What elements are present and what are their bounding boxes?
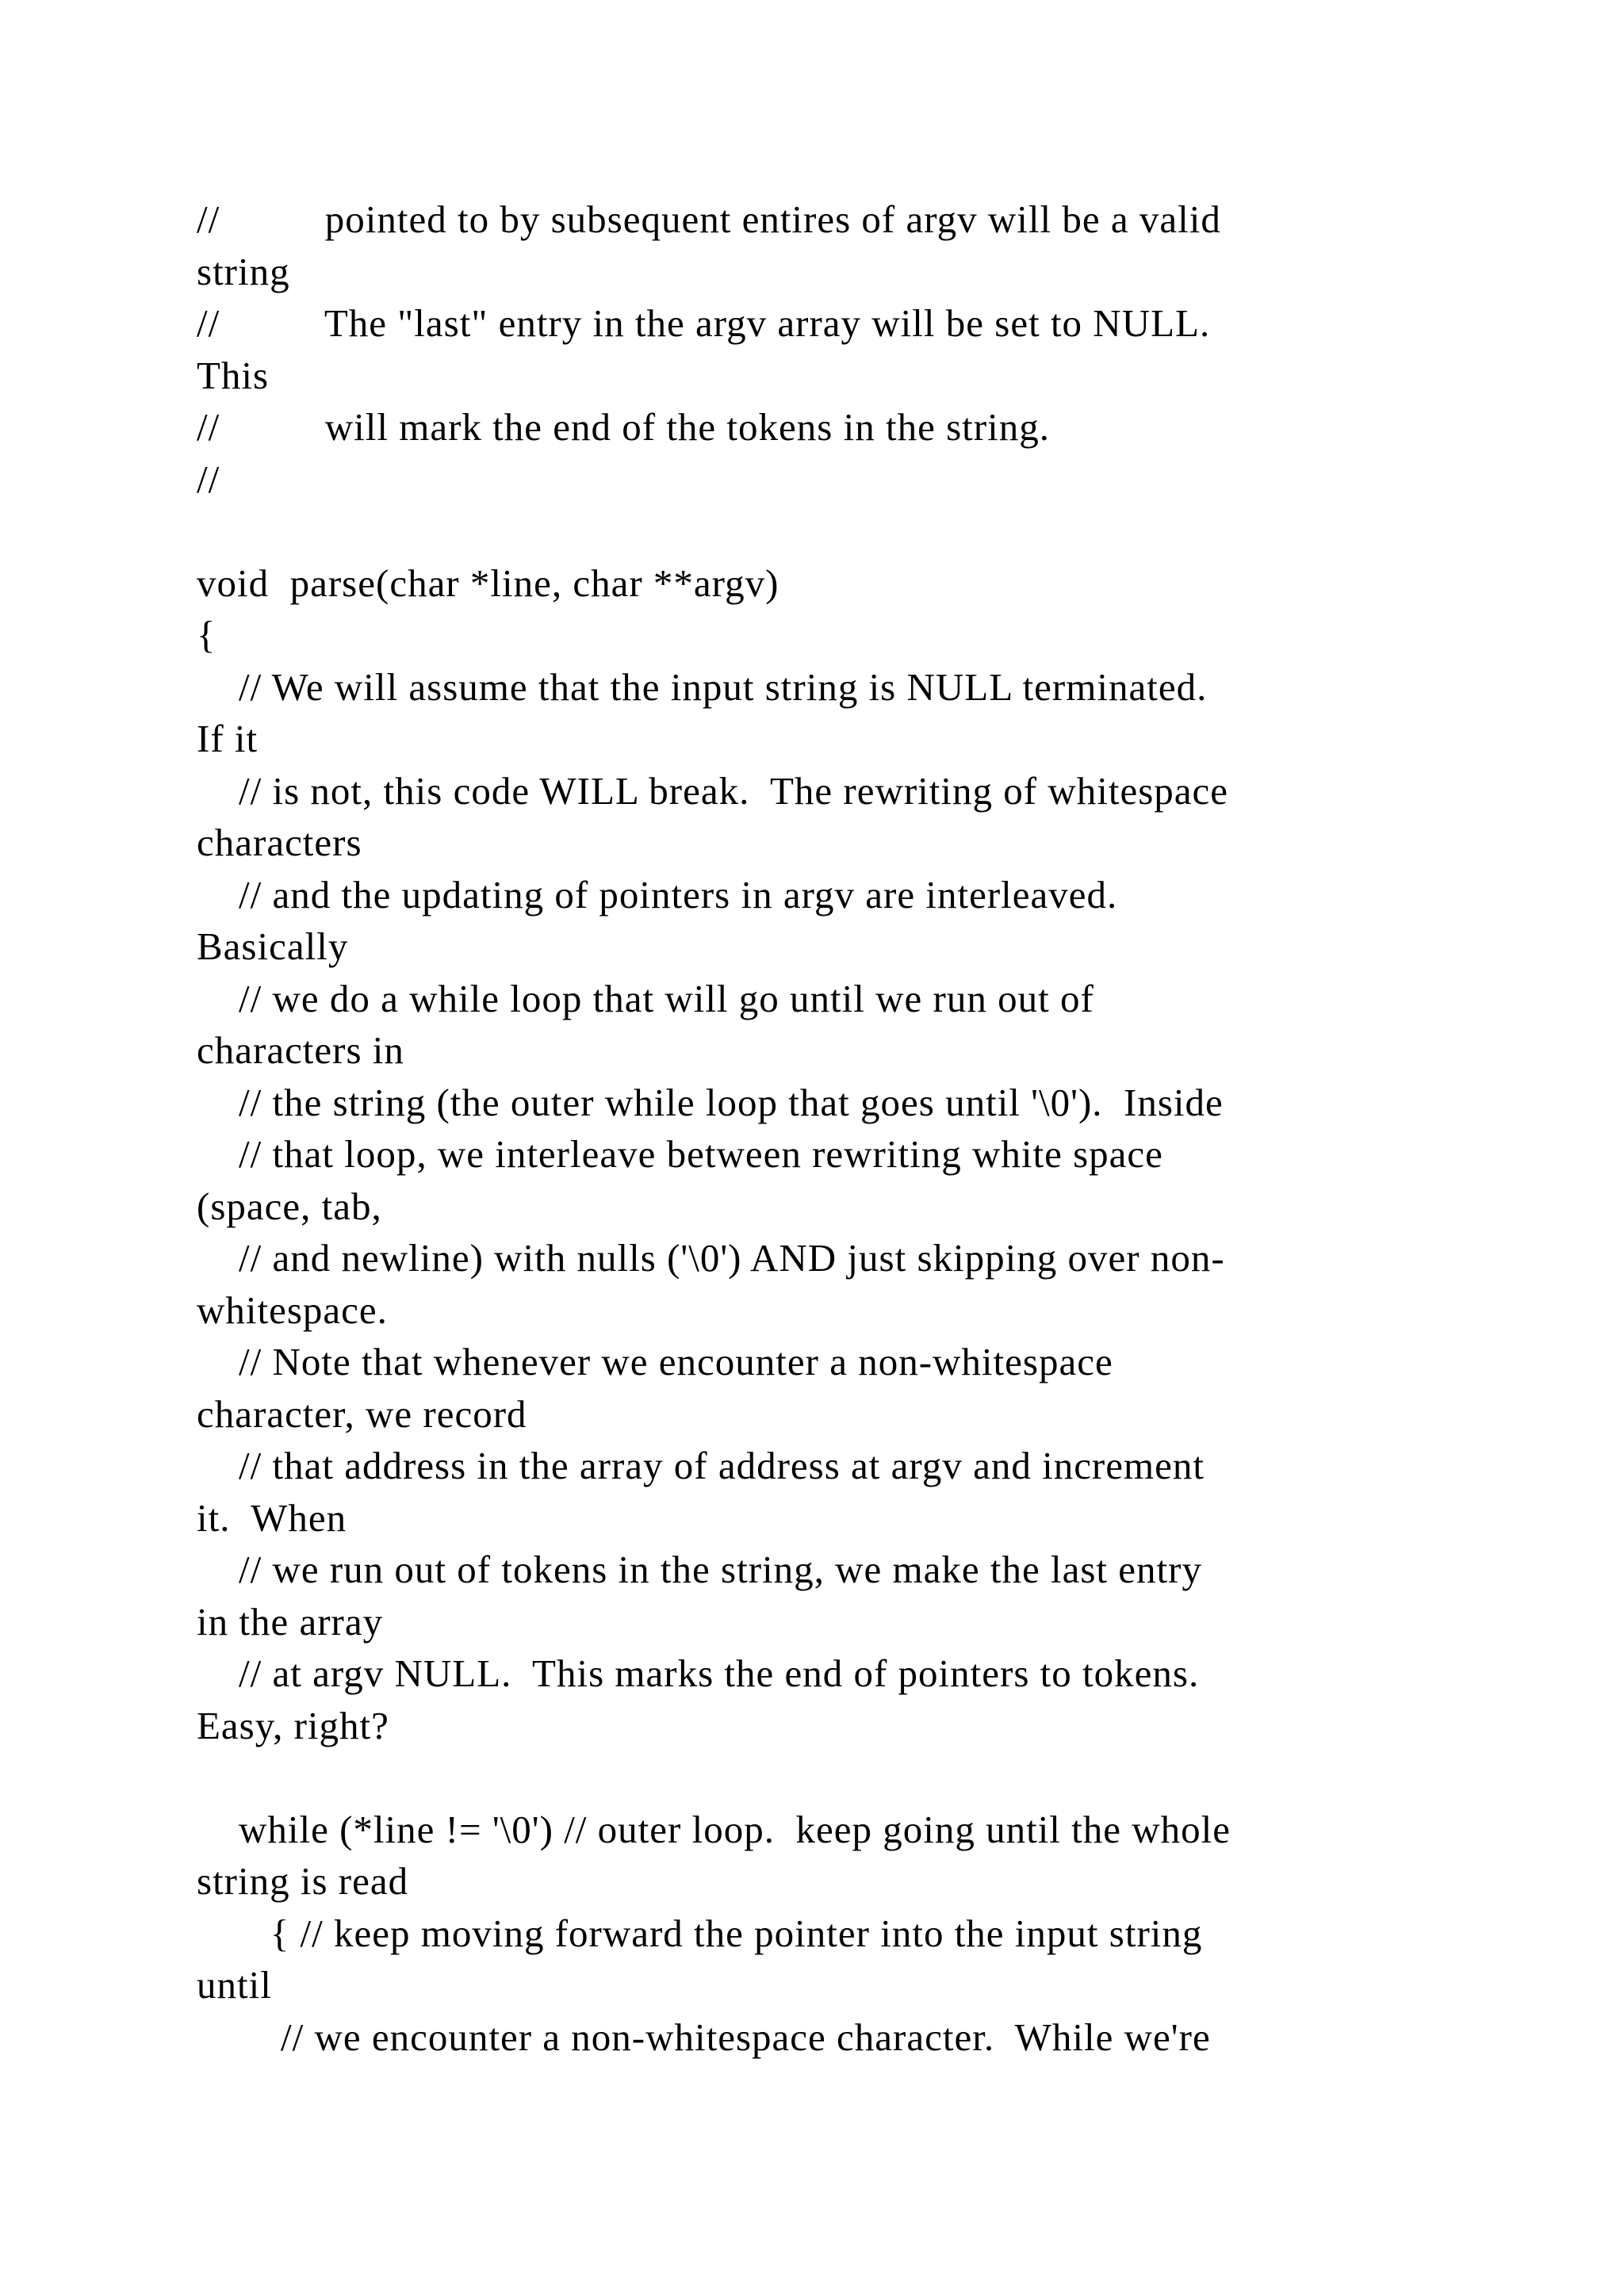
text-line: { xyxy=(197,613,216,656)
text-line: string xyxy=(197,249,290,293)
text-line: // at argv NULL. This marks the end of pointers to tokens. xyxy=(197,1651,1200,1695)
text-line: Basically xyxy=(197,924,349,968)
code-text-block xyxy=(197,193,1465,2063)
text-line: // that loop, we interleave between rewriting white space xyxy=(197,1132,1163,1176)
text-line: Easy, right? xyxy=(197,1703,389,1747)
text-line: // we encounter a non-whitespace character. While we're xyxy=(197,2015,1211,2059)
blank-line xyxy=(197,505,1465,557)
text-line: // and newline) with nulls ('\0') AND just skipping over non- xyxy=(197,1236,1225,1280)
text-line: This xyxy=(197,353,270,397)
text-line: characters xyxy=(197,821,362,864)
text-line: character, we record xyxy=(197,1391,527,1436)
text-line: // and the updating of pointers in argv are interleaved. xyxy=(197,872,1118,916)
text-line: // We will assume that the input string is NULL terminated. xyxy=(197,664,1208,709)
text-line: in the array xyxy=(197,1599,384,1644)
text-line: // will mark the end of the tokens in the string. xyxy=(197,405,1050,449)
text-line: // pointed to by subsequent entires of argv will be a valid xyxy=(197,197,1221,241)
text-line: characters in xyxy=(197,1028,404,1072)
text-line: // the string (the outer while loop that goes until '\0'). Inside xyxy=(197,1080,1224,1124)
text-line: it. When xyxy=(197,1495,347,1540)
text-line: // The "last" entry in the argv array will be set to NULL. xyxy=(197,301,1211,345)
text-line: while (*line != '\0') // outer loop. keep going until the whole xyxy=(197,1807,1231,1851)
text-line: // that address in the array of address at argv and increment xyxy=(197,1444,1205,1487)
blank-line xyxy=(197,1751,1465,1804)
text-line: (space, tab, xyxy=(197,1184,382,1228)
text-line: string is read xyxy=(197,1859,409,1903)
text-line: // xyxy=(197,457,220,501)
text-line: { // keep moving forward the pointer into the input string xyxy=(197,1911,1203,1955)
text-line: until xyxy=(197,1963,272,2007)
text-line: // Note that whenever we encounter a non-whitespace xyxy=(197,1340,1113,1383)
text-line: // is not, this code WILL break. The rewriting of whitespace xyxy=(197,768,1229,813)
text-line: If it xyxy=(197,717,259,760)
text-line: // we run out of tokens in the string, we make the last entry xyxy=(197,1548,1202,1591)
text-line: // we do a while loop that will go until we run out of xyxy=(197,976,1094,1020)
text-line: void parse(char *line, char **argv) xyxy=(197,561,779,605)
text-line: whitespace. xyxy=(197,1288,388,1332)
